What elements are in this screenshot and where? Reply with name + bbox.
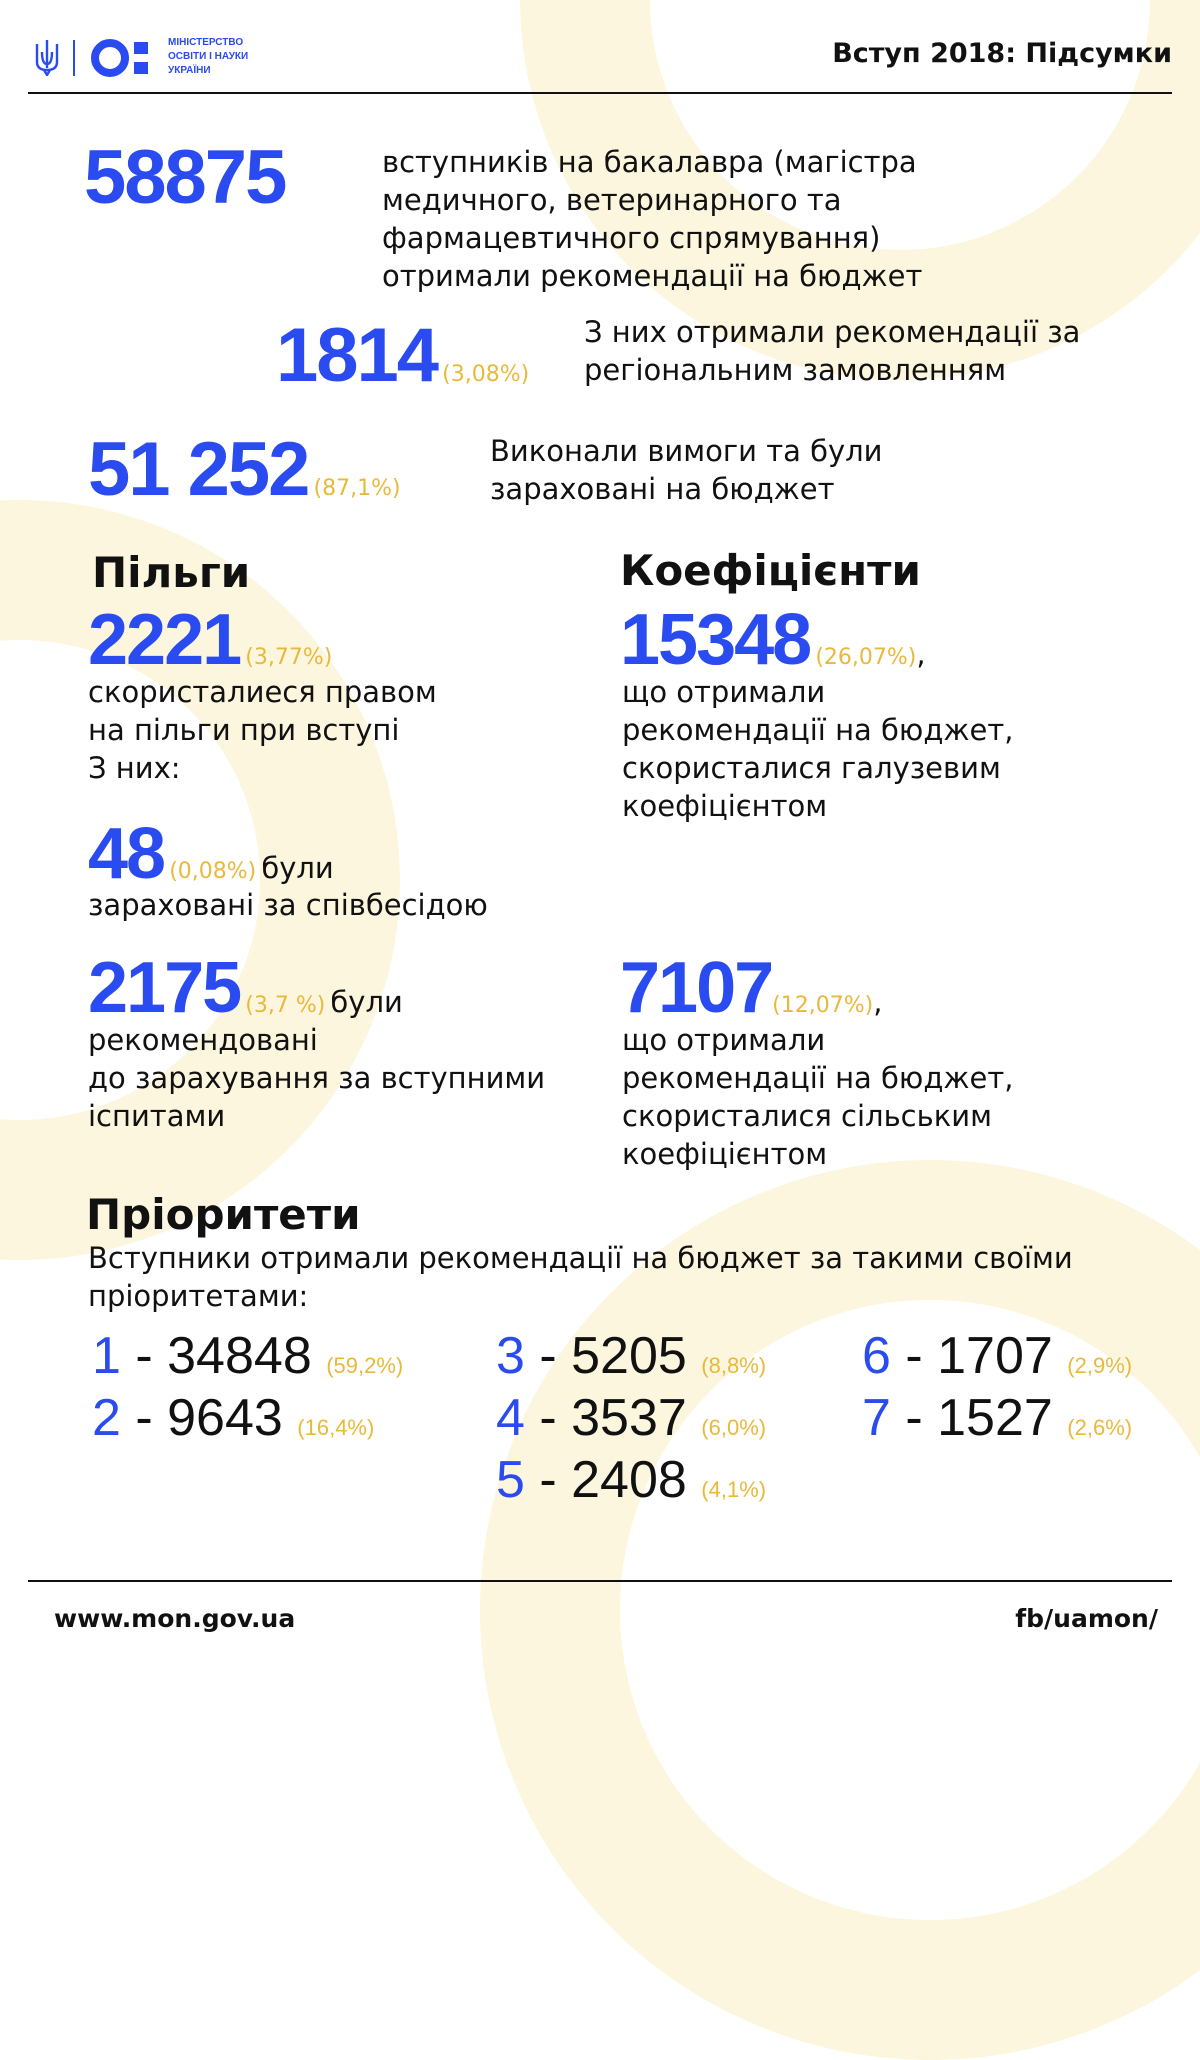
priority-number: 3 (496, 1327, 525, 1385)
benefits-text (88, 673, 437, 787)
enrolled-stat-line2: зараховані на бюджет (490, 472, 835, 506)
priority-number: 7 (862, 1389, 891, 1447)
priority-pct: (4,1%) (701, 1477, 767, 1502)
ministry-logo-icon (90, 36, 160, 80)
main-stat-line1: вступників на бакалавра (магістра (382, 145, 917, 179)
regional-stat-line1: З них отримали рекомендації за (584, 315, 1081, 349)
priority-number: 4 (496, 1389, 525, 1447)
priorities-line2: пріоритетами: (88, 1279, 309, 1313)
exams-line3: іспитами (88, 1099, 226, 1133)
priority-value: 1707 (937, 1327, 1053, 1385)
priority-number: 5 (496, 1451, 525, 1509)
priority-number: 6 (862, 1327, 891, 1385)
rural-coef-stat (620, 948, 883, 1028)
trident-icon (34, 38, 60, 76)
website-link[interactable]: www.mon.gov.ua (54, 1604, 296, 1633)
benefits-stat (88, 600, 333, 680)
priority-item-2: 2 - 9643 (16,4%) (92, 1389, 375, 1447)
header (28, 28, 1172, 88)
branch-coef-pct: (26,07%) (815, 645, 917, 670)
priority-item-4: 4 - 3537 (6,0%) (496, 1389, 767, 1447)
ministry-name-line3: УКРАЇНИ (168, 65, 211, 76)
priority-item-3: 3 - 5205 (8,8%) (496, 1327, 767, 1385)
ministry-name (168, 36, 248, 78)
priority-number: 1 (92, 1327, 121, 1385)
priority-value: 3537 (571, 1389, 687, 1447)
main-stat-line2: медичного, ветеринарного та (382, 183, 842, 217)
regional-stat-value: 1814 (276, 313, 438, 398)
enrolled-stat-value: 51 252 (88, 427, 309, 512)
rural-coef-comma: , (873, 985, 883, 1019)
rural-coef-line2: рекомендації на бюджет, (622, 1061, 1014, 1095)
priorities-heading: Пріоритети (86, 1190, 361, 1239)
exams-stat-value: 2175 (88, 948, 241, 1028)
priority-pct: (16,4%) (297, 1415, 375, 1440)
rural-coef-text (622, 1021, 1013, 1173)
branch-coef-line3: скористалися галузевим (622, 751, 1001, 785)
benefits-line1: скористалиеся правом (88, 675, 437, 709)
page-title: Вступ 2018: Підсумки (832, 38, 1172, 69)
branch-coef-stat (620, 600, 926, 680)
priorities-line1: Вступники отримали рекомендації на бюджет за такими своїми (88, 1241, 1073, 1275)
enrolled-stat (88, 427, 401, 512)
interview-stat-pct: (0,08%) (169, 859, 257, 884)
benefits-stat-value: 2221 (88, 600, 241, 680)
priority-value: 2408 (571, 1451, 687, 1509)
priority-pct: (2,6%) (1067, 1415, 1133, 1440)
exams-stat-pct: (3,7 %) (245, 993, 326, 1018)
exams-stat-suffix: були (330, 985, 403, 1019)
priority-item-6: 6 - 1707 (2,9%) (862, 1327, 1133, 1385)
benefits-line3: З них: (88, 751, 181, 785)
regional-stat-text (584, 313, 1080, 389)
interview-text: зараховані за співбесідою (88, 888, 488, 922)
priority-item-7: 7 - 1527 (2,6%) (862, 1389, 1133, 1447)
rural-coef-line3: скористалися сільським (622, 1099, 992, 1133)
main-stat-line4: отримали рекомендації на бюджет (382, 259, 923, 293)
rural-coef-line4: коефіцієнтом (622, 1137, 828, 1171)
branch-coef-value: 15348 (620, 600, 811, 680)
main-stat-line3: фармацевтичного спрямування) (382, 221, 881, 255)
facebook-link[interactable]: fb/uamon/ (1015, 1604, 1158, 1633)
ministry-name-line1: МІНІСТЕРСТВО (168, 37, 244, 48)
rural-coef-line1: що отримали (622, 1023, 826, 1057)
main-stat-value: 58875 (84, 135, 286, 220)
header-rule (28, 92, 1172, 94)
priority-value: 5205 (571, 1327, 687, 1385)
priorities-text (88, 1239, 1073, 1315)
regional-stat (276, 313, 530, 398)
priority-number: 2 (92, 1389, 121, 1447)
priority-value: 9643 (167, 1389, 283, 1447)
regional-stat-pct: (3,08%) (442, 362, 530, 387)
branch-coef-line4: коефіцієнтом (622, 789, 828, 823)
ministry-name-line2: ОСВІТИ І НАУКИ (168, 51, 249, 62)
priority-item-1: 1 - 34848 (59,2%) (92, 1327, 404, 1385)
exams-text (88, 1021, 545, 1135)
benefits-line2: на пільги при вступі (88, 713, 400, 747)
priority-item-5: 5 - 2408 (4,1%) (496, 1451, 767, 1509)
priority-value: 1527 (937, 1389, 1053, 1447)
rural-coef-pct: (12,07%) (772, 993, 874, 1018)
branch-coef-comma: , (916, 637, 926, 671)
exams-line2: до зарахування за вступними (88, 1061, 546, 1095)
footer-rule (28, 1580, 1172, 1582)
coefficients-heading: Коефіцієнти (620, 546, 921, 595)
branch-coef-text (622, 673, 1013, 825)
regional-stat-line2: регіональним замовленням (584, 353, 1007, 387)
priority-pct: (59,2%) (326, 1353, 404, 1378)
rural-coef-value: 7107 (620, 948, 773, 1028)
main-stat-text (382, 143, 922, 295)
priority-pct: (8,8%) (701, 1353, 767, 1378)
branch-coef-line2: рекомендації на бюджет, (622, 713, 1014, 747)
enrolled-stat-line1: Виконали вимоги та були (490, 434, 883, 468)
exams-line1: рекомендовані (88, 1023, 318, 1057)
exams-stat (88, 948, 403, 1028)
interview-stat (88, 814, 334, 894)
priority-pct: (6,0%) (701, 1415, 767, 1440)
branch-coef-line1: що отримали (622, 675, 826, 709)
interview-stat-suffix: були (261, 851, 334, 885)
enrolled-stat-text (490, 432, 883, 508)
priority-pct: (2,9%) (1067, 1353, 1133, 1378)
interview-stat-value: 48 (88, 814, 165, 894)
benefits-stat-pct: (3,77%) (245, 645, 333, 670)
header-divider (73, 40, 75, 76)
priority-value: 34848 (167, 1327, 312, 1385)
benefits-heading: Пільги (92, 548, 251, 597)
enrolled-stat-pct: (87,1%) (313, 476, 401, 501)
